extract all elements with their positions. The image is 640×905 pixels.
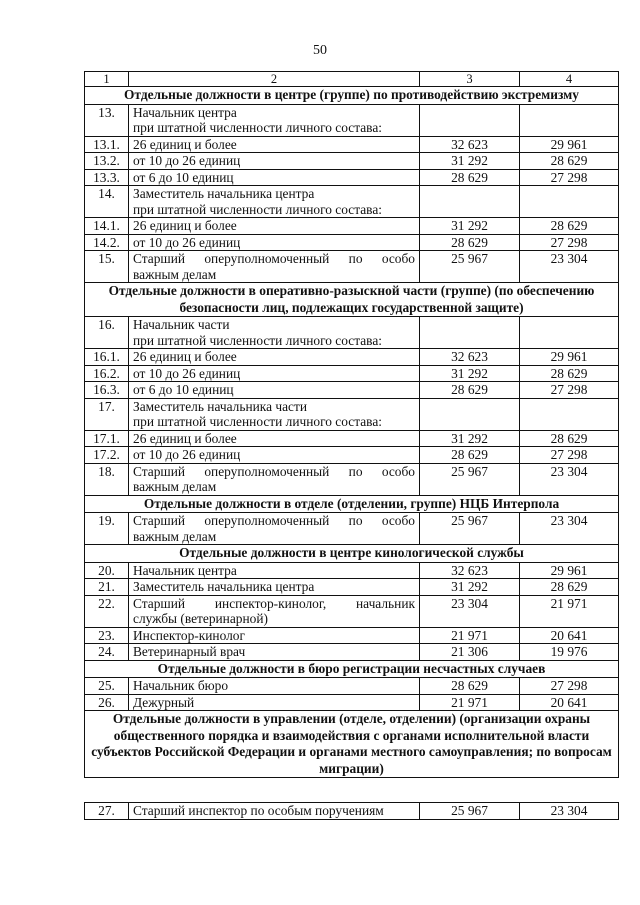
- salary-value-col3: 23 304: [420, 595, 520, 627]
- position-name-cell: [129, 136, 420, 153]
- salary-value-col3: 28 629: [420, 382, 520, 399]
- item-number: 22.: [85, 595, 129, 627]
- section-heading: Отдельные должности в центре (группе) по противодействию экстремизму: [85, 87, 619, 105]
- salary-value-col3: 31 292: [420, 218, 520, 235]
- position-name-cell: [129, 153, 420, 170]
- position-name: от 10 до 26 единиц: [133, 447, 241, 462]
- table-row: [85, 317, 619, 349]
- position-name: 26 единиц и более: [133, 218, 237, 233]
- table-row: [85, 447, 619, 464]
- table-row: [85, 169, 619, 186]
- position-name-cell: [129, 627, 420, 644]
- position-name: 26 единиц и более: [133, 136, 237, 152]
- section-heading: Отдельные должности в оперативно-разыскной части (группе) (по обеспечению безопасности лиц, подлежащих государственной защите): [85, 283, 619, 317]
- position-name-cell: [129, 382, 420, 399]
- position-name-cell: [129, 513, 420, 545]
- position-name: Инспектор-кинолог: [133, 627, 245, 643]
- salary-value-col4: 29 961: [520, 136, 619, 153]
- table-row: [85, 644, 619, 661]
- salary-value-col4: 20 641: [520, 694, 619, 711]
- position-name-cell: [129, 218, 420, 235]
- salary-value-col4: 28 629: [520, 218, 619, 235]
- item-number: 20.: [85, 562, 129, 579]
- salary-value-col3: 32 623: [420, 349, 520, 366]
- section-heading-row: [85, 283, 619, 317]
- position-name-cell: [129, 562, 420, 579]
- salary-value-col3: 25 967: [420, 513, 520, 545]
- table-row: [85, 595, 619, 627]
- position-name: Дежурный: [133, 694, 195, 710]
- item-number: 26.: [85, 694, 129, 711]
- position-name: от 10 до 26 единиц: [133, 234, 241, 250]
- salary-table-body: [85, 72, 619, 820]
- salary-value-col3: 25 967: [420, 251, 520, 283]
- salary-value-col4: 27 298: [520, 678, 619, 695]
- salary-value-col4: [520, 317, 619, 349]
- position-name: от 10 до 26 единиц: [133, 153, 241, 168]
- position-name-cell: [129, 349, 420, 366]
- salary-value-col3: 28 629: [420, 234, 520, 251]
- position-name-cell: [129, 678, 420, 695]
- position-name: 26 единиц и более: [133, 349, 237, 364]
- salary-value-col4: 23 304: [520, 803, 619, 820]
- salary-value-col4: 23 304: [520, 251, 619, 283]
- salary-value-col3: 28 629: [420, 678, 520, 695]
- salary-value-col3: 21 971: [420, 694, 520, 711]
- table-row: [85, 186, 619, 218]
- section-heading-row: [85, 87, 619, 105]
- salary-value-col4: 27 298: [520, 382, 619, 399]
- position-name-continuation: при штатной численности личного состава:: [133, 332, 382, 348]
- salary-value-col4: 29 961: [520, 349, 619, 366]
- position-name: от 10 до 26 единиц: [133, 365, 241, 381]
- salary-value-col4: 27 298: [520, 169, 619, 186]
- item-number: 14.1.: [85, 218, 129, 235]
- item-number: 15.: [85, 251, 129, 283]
- salary-value-col3: [420, 186, 520, 218]
- item-number: 17.1.: [85, 430, 129, 447]
- table-row: [85, 803, 619, 820]
- salary-value-col4: 23 304: [520, 463, 619, 495]
- item-number: 25.: [85, 678, 129, 695]
- table-row: [85, 694, 619, 711]
- item-number: 19.: [85, 513, 129, 545]
- position-name: 26 единиц и более: [133, 430, 237, 446]
- position-name: Старший оперуполномоченный по особо: [133, 513, 415, 528]
- item-number: 16.2.: [85, 365, 129, 382]
- section-heading-row: [85, 545, 619, 563]
- position-name-cell: [129, 234, 420, 251]
- position-name-cell: [129, 365, 420, 382]
- salary-value-col4: 28 629: [520, 579, 619, 596]
- salary-value-col3: 31 292: [420, 153, 520, 170]
- position-name: Начальник центра: [133, 104, 237, 120]
- blank-row: [85, 778, 619, 803]
- salary-value-col4: 28 629: [520, 430, 619, 447]
- table-row: [85, 251, 619, 283]
- table-row: [85, 579, 619, 596]
- table-row: [85, 627, 619, 644]
- position-name: от 6 до 10 единиц: [133, 382, 234, 397]
- position-name-cell: [129, 463, 420, 495]
- item-number: 13.2.: [85, 153, 129, 170]
- section-heading: Отдельные должности в центре кинологической службы: [85, 545, 619, 563]
- salary-value-col3: 25 967: [420, 803, 520, 820]
- item-number: 24.: [85, 644, 129, 661]
- table-row: [85, 382, 619, 399]
- column-header-1: 1: [85, 72, 129, 87]
- table-row: [85, 678, 619, 695]
- section-heading: Отдельные должности в бюро регистрации несчастных случаев: [85, 660, 619, 678]
- table-row: [85, 234, 619, 251]
- position-name: Начальник бюро: [133, 678, 229, 693]
- position-name-continuation: важным делам: [133, 266, 217, 282]
- table-row: [85, 463, 619, 495]
- salary-value-col4: 21 971: [520, 595, 619, 627]
- position-name: Начальник центра: [133, 562, 237, 578]
- section-heading: Отдельные должности в управлении (отделе, отделении) (организации охраны общественного порядка и взаимодействия с органами исполнительной власти субъектов Российской Федерации и органами местного самоуправления; по вопросам миграции): [85, 711, 619, 778]
- position-name-cell: [129, 644, 420, 661]
- position-name: Заместитель начальника центра: [133, 186, 315, 201]
- position-name: Заместитель начальника части: [133, 398, 308, 414]
- salary-value-col4: 29 961: [520, 562, 619, 579]
- salary-value-col3: 21 306: [420, 644, 520, 661]
- position-name-continuation: при штатной численности личного состава:: [133, 201, 382, 217]
- table-row: [85, 218, 619, 235]
- position-name-cell: [129, 430, 420, 447]
- item-number: 21.: [85, 579, 129, 596]
- item-number: 13.1.: [85, 136, 129, 153]
- position-name: Ветеринарный врач: [133, 644, 246, 659]
- position-name-cell: [129, 803, 420, 820]
- position-name-cell: [129, 579, 420, 596]
- item-number: 14.2.: [85, 234, 129, 251]
- salary-value-col4: 20 641: [520, 627, 619, 644]
- position-name-cell: [129, 317, 420, 349]
- item-number: 13.: [85, 104, 129, 136]
- salary-value-col4: [520, 398, 619, 430]
- item-number: 17.: [85, 398, 129, 430]
- salary-value-col3: 25 967: [420, 463, 520, 495]
- section-heading-row: [85, 711, 619, 778]
- position-name: Старший инспектор по особым поручениям: [133, 803, 384, 818]
- section-heading-row: [85, 660, 619, 678]
- item-number: 14.: [85, 186, 129, 218]
- section-heading-row: [85, 495, 619, 513]
- position-name-cell: [129, 694, 420, 711]
- position-name-cell: [129, 186, 420, 218]
- item-number: 16.1.: [85, 349, 129, 366]
- item-number: 17.2.: [85, 447, 129, 464]
- column-header-row: [85, 72, 619, 87]
- column-header-2: 2: [129, 72, 420, 87]
- salary-value-col3: 28 629: [420, 447, 520, 464]
- position-name-continuation: при штатной численности личного состава:: [133, 120, 382, 135]
- position-name-cell: [129, 169, 420, 186]
- position-name-cell: [129, 251, 420, 283]
- position-name-cell: [129, 595, 420, 627]
- table-row: [85, 153, 619, 170]
- table-row: [85, 513, 619, 545]
- position-name-cell: [129, 398, 420, 430]
- section-heading: Отдельные должности в отделе (отделении, группе) НЦБ Интерпола: [85, 495, 619, 513]
- salary-value-col3: 32 623: [420, 562, 520, 579]
- position-name-continuation: важным делам: [133, 528, 217, 544]
- salary-value-col3: 32 623: [420, 136, 520, 153]
- item-number: 16.: [85, 317, 129, 349]
- salary-value-col3: 28 629: [420, 169, 520, 186]
- table-row: [85, 136, 619, 153]
- position-name: Старший оперуполномоченный по особо: [133, 463, 415, 479]
- position-name: Старший оперуполномоченный по особо: [133, 251, 415, 266]
- column-header-4: 4: [520, 72, 619, 87]
- table-row: [85, 398, 619, 430]
- salary-value-col4: [520, 186, 619, 218]
- salary-value-col3: 31 292: [420, 579, 520, 596]
- position-name: Заместитель начальника центра: [133, 579, 315, 594]
- salary-value-col4: 28 629: [520, 153, 619, 170]
- position-name-continuation: важным делам: [133, 479, 217, 494]
- position-name-cell: [129, 104, 420, 136]
- table-row: [85, 104, 619, 136]
- salary-value-col3: 31 292: [420, 365, 520, 382]
- salary-value-col3: [420, 317, 520, 349]
- item-number: 13.3.: [85, 169, 129, 186]
- position-name: Начальник части: [133, 317, 230, 332]
- column-header-3: 3: [420, 72, 520, 87]
- salary-value-col4: 19 976: [520, 644, 619, 661]
- salary-value-col3: [420, 398, 520, 430]
- position-name: от 6 до 10 единиц: [133, 169, 234, 185]
- item-number: 27.: [85, 803, 129, 820]
- blank-cell: [85, 778, 619, 803]
- salary-value-col3: 31 292: [420, 430, 520, 447]
- salary-value-col4: [520, 104, 619, 136]
- salary-value-col4: 27 298: [520, 447, 619, 464]
- salary-table: [84, 71, 619, 820]
- position-name: Старший инспектор-кинолог, начальник: [133, 595, 415, 611]
- table-row: [85, 430, 619, 447]
- page-number: 50: [313, 43, 327, 58]
- position-name-continuation: службы (ветеринарной): [133, 611, 268, 626]
- position-name-cell: [129, 447, 420, 464]
- salary-value-col3: 21 971: [420, 627, 520, 644]
- salary-value-col4: 23 304: [520, 513, 619, 545]
- table-row: [85, 365, 619, 382]
- item-number: 18.: [85, 463, 129, 495]
- position-name-continuation: при штатной численности личного состава:: [133, 414, 382, 429]
- item-number: 23.: [85, 627, 129, 644]
- table-row: [85, 562, 619, 579]
- table-row: [85, 349, 619, 366]
- salary-value-col4: 27 298: [520, 234, 619, 251]
- item-number: 16.3.: [85, 382, 129, 399]
- salary-value-col3: [420, 104, 520, 136]
- salary-value-col4: 28 629: [520, 365, 619, 382]
